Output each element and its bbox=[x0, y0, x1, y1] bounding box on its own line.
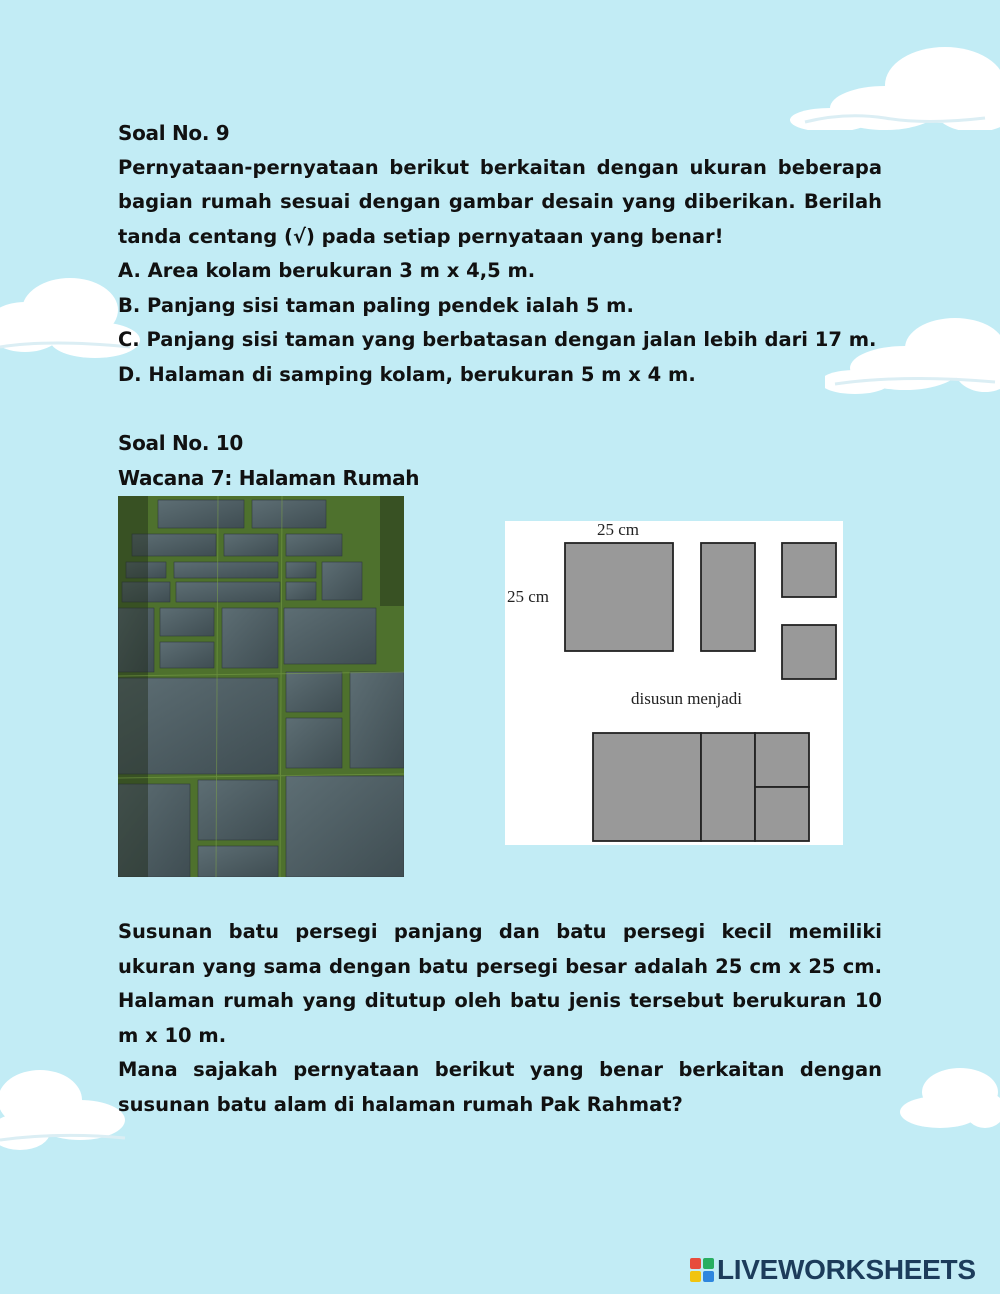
rectangular-stone bbox=[701, 543, 755, 651]
question-10-title: Soal No. 10 bbox=[118, 431, 244, 455]
logo-cell bbox=[690, 1271, 701, 1282]
question-10-prompt: Mana sajakah pernyataan berikut yang benar berkaitan dengan susunan batu alam di halaman rumah Pak Rahmat? bbox=[118, 1058, 882, 1116]
question-10-header bbox=[118, 426, 882, 495]
logo-cell bbox=[703, 1258, 714, 1269]
passage-title: Wacana 7: Halaman Rumah bbox=[118, 465, 420, 490]
stone-arrangement-diagram bbox=[505, 521, 843, 845]
cloud-bottom-right bbox=[900, 1060, 1000, 1135]
logo-cell bbox=[690, 1258, 701, 1269]
option-c: C. Panjang sisi taman yang berbatasan dengan jalan lebih dari 17 m. bbox=[118, 328, 877, 351]
option-a: A. Area kolam berukuran 3 m x 4,5 m. bbox=[118, 259, 536, 282]
question-9-intro: Pernyataan-pernyataan berikut berkaitan dengan ukuran beberapa bagian rumah sesuai dengan gambar desain yang diberikan. Berilah tanda centang (√) pada setiap pernyataan yang benar! bbox=[118, 155, 882, 248]
logo-grid-icon bbox=[690, 1258, 714, 1282]
arranged-small-square bbox=[755, 733, 809, 787]
stone-path-photo bbox=[118, 496, 404, 877]
diagram-side-label: 25 cm bbox=[507, 587, 550, 606]
liveworksheets-logo[interactable] bbox=[690, 1250, 976, 1290]
arranged-small-square bbox=[755, 787, 809, 841]
cloud-bottom-left bbox=[0, 1060, 130, 1155]
large-square-stone bbox=[565, 543, 673, 651]
cloud-top-right bbox=[785, 30, 1000, 130]
diagram-top-label: 25 cm bbox=[597, 521, 640, 539]
question-9 bbox=[118, 116, 882, 392]
small-square-stone bbox=[782, 543, 836, 597]
small-square-stone bbox=[782, 625, 836, 679]
question-9-title: Soal No. 9 bbox=[118, 121, 230, 145]
option-b: B. Panjang sisi taman paling pendek ialah 5 m. bbox=[118, 293, 634, 317]
logo-cell bbox=[703, 1271, 714, 1282]
arranged-large-square bbox=[593, 733, 701, 841]
arranged-rectangle bbox=[701, 733, 755, 841]
option-d: D. Halaman di samping kolam, berukuran 5 m x 4 m. bbox=[118, 362, 696, 386]
passage-description: Susunan batu persegi panjang dan batu persegi kecil memiliki ukuran yang sama dengan batu persegi besar adalah 25 cm x 25 cm. Halaman rumah yang ditutup oleh batu jenis tersebut berukuran 10 m x 10 m. bbox=[118, 920, 882, 1047]
diagram-middle-label: disusun menjadi bbox=[631, 689, 742, 708]
logo-text: LIVEWORKSHEETS bbox=[717, 1254, 976, 1285]
